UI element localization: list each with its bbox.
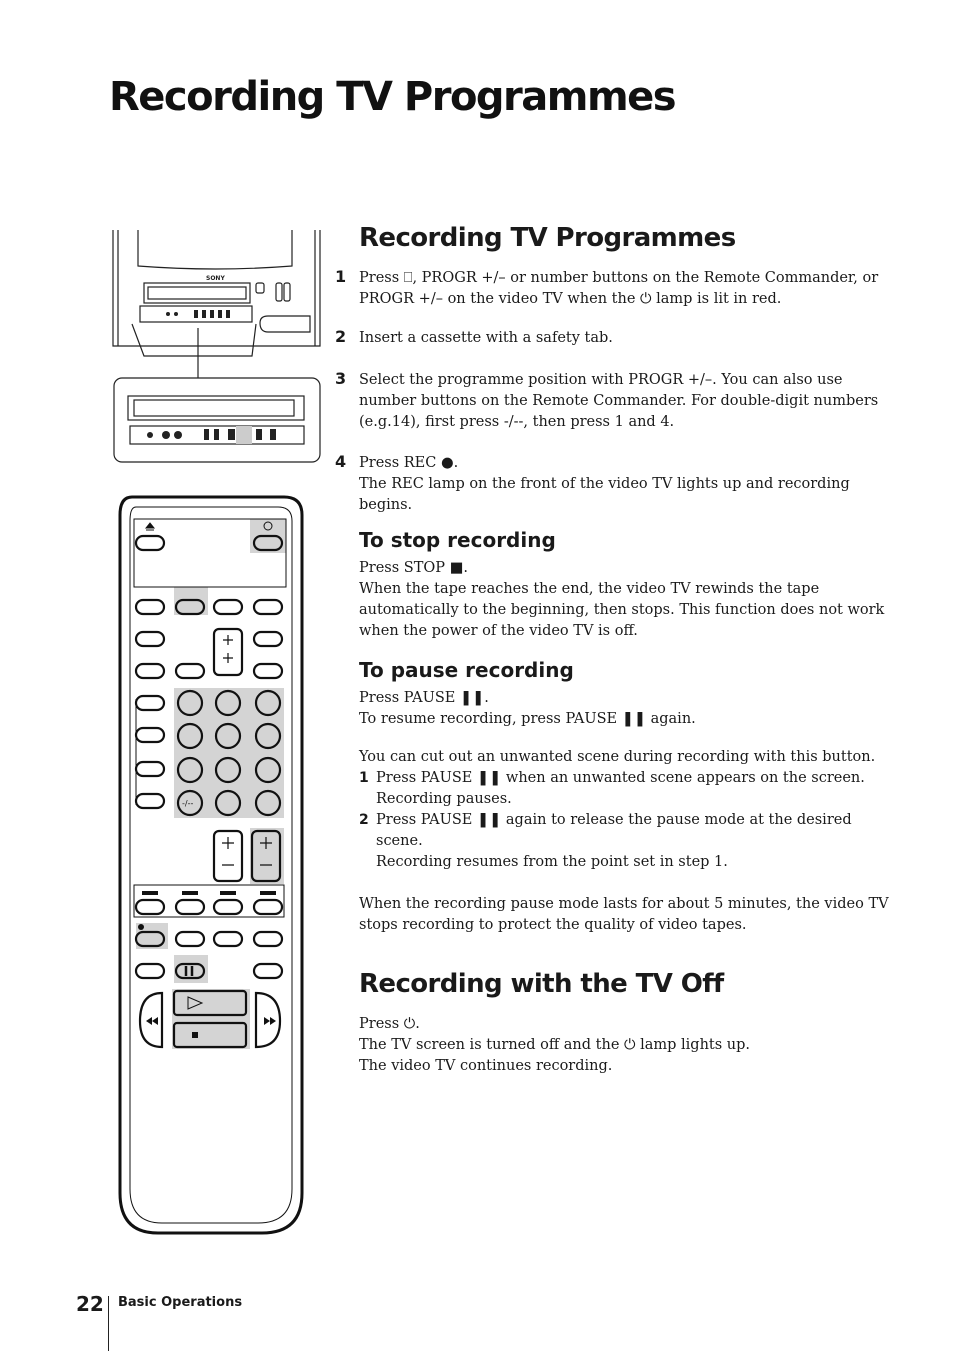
main-content — [335, 218, 899, 1077]
step-text-detail: The REC lamp on the front of the video TV lights up and recording begins. — [359, 476, 850, 513]
step-number: 1 — [335, 267, 347, 286]
pause-item-text: Press PAUSE ❚❚ when an unwanted scene appears on the screen. — [376, 770, 865, 786]
stop-line-2: When the tape reaches the end, the video TV rewinds the tape automatically to the beginning, then stops. This function does not work when the power of the video TV is off. — [359, 581, 885, 639]
step-text: Press REC ●. — [359, 455, 459, 471]
step-text: Insert a cassette with a safety tab. — [359, 330, 613, 346]
tv-brand: SONY — [206, 275, 225, 282]
pause-note: When the recording pause mode lasts for about 5 minutes, the video TV stops recording to protect the quality of video tapes. — [359, 896, 889, 933]
step-2 — [335, 327, 899, 349]
step-4 — [335, 452, 899, 516]
page-title: Recording TV Programmes — [109, 74, 676, 120]
pause-line-1: Press PAUSE ❚❚. — [359, 690, 489, 706]
footer-divider — [108, 1296, 109, 1351]
step-text: Press ⎕, PROGR +/– or number buttons on the Remote Commander, or PROGR +/– on the video TV when the ⏻ lamp is lit in red. — [359, 270, 879, 307]
pause-item-number: 1 — [359, 770, 369, 786]
section-heading-tv-off: Recording with the TV Off — [359, 969, 724, 999]
page-number: 22 — [76, 1292, 104, 1316]
tv-illustration — [110, 228, 322, 466]
pause-item-detail: Recording resumes from the point set in step 1. — [376, 854, 728, 870]
step-3 — [335, 369, 899, 433]
step-text: Select the programme position with PROGR +/–. You can also use number buttons on the Remote Commander. For double-digit numbers (e.g.14), first press -/--, then press 1 and 4. — [359, 372, 879, 430]
pause-recording-heading: To pause recording — [359, 658, 574, 682]
step-1 — [335, 267, 899, 310]
stop-recording-heading: To stop recording — [359, 528, 556, 552]
step-number: 4 — [335, 452, 347, 471]
section-name: Basic Operations — [118, 1295, 243, 1310]
stop-line-1: Press STOP ■. — [359, 560, 468, 576]
pause-item-text: Press PAUSE ❚❚ again to release the pause mode at the desired scene. — [376, 812, 852, 849]
tv-off-line-3: The video TV continues recording. — [359, 1058, 613, 1074]
double-digit-label: -/-- — [182, 799, 194, 808]
pause-item-detail: Recording pauses. — [376, 791, 512, 807]
pause-line-2: To resume recording, press PAUSE ❚❚ again. — [359, 711, 696, 727]
pause-item-number: 2 — [359, 812, 369, 828]
tv-off-line-2: The TV screen is turned off and the ⏻ lamp lights up. — [359, 1037, 751, 1053]
section-heading-recording: Recording TV Programmes — [359, 223, 736, 253]
tv-off-line-1: Press ⏻. — [359, 1016, 420, 1032]
pause-intro: You can cut out an unwanted scene during recording with this button. — [359, 749, 876, 765]
pause-item-2 — [359, 810, 899, 873]
step-number: 2 — [335, 327, 347, 346]
remote-commander — [112, 493, 308, 1239]
pause-item-1 — [359, 768, 899, 810]
step-number: 3 — [335, 369, 347, 388]
